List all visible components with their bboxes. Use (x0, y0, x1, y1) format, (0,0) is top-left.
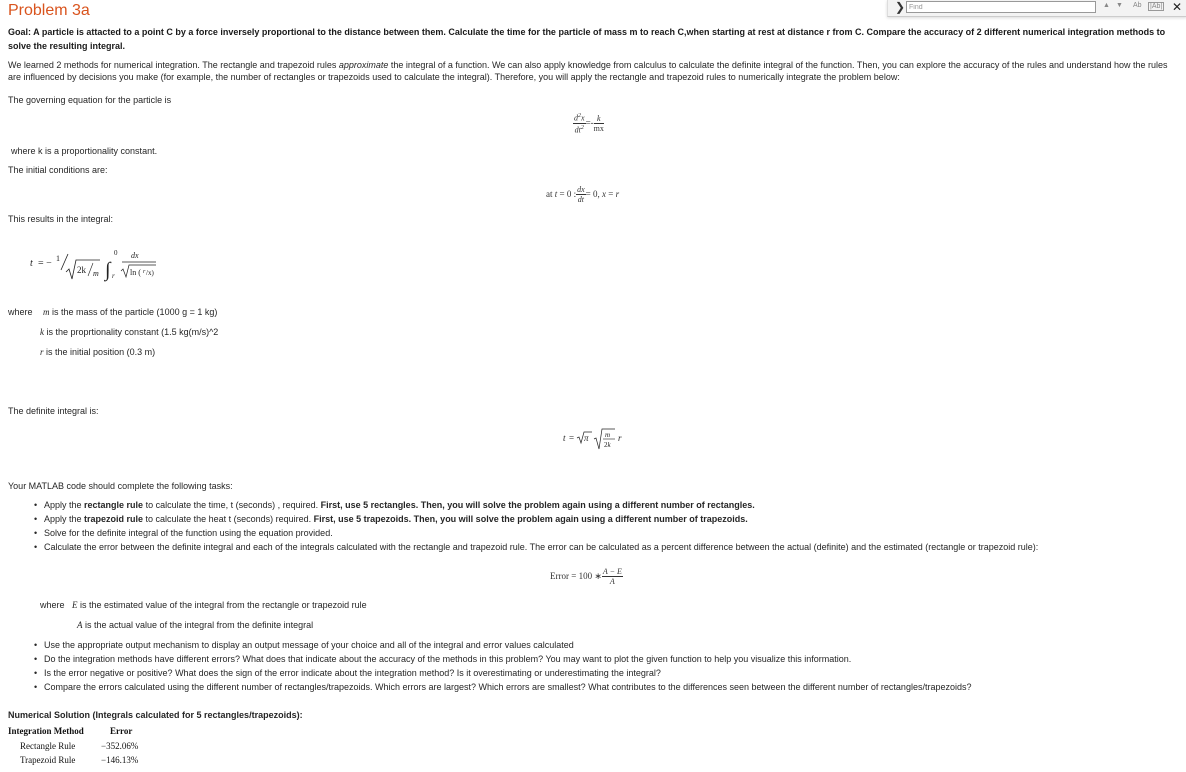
find-input[interactable] (906, 1, 1096, 13)
list-item: • Solve for the definite integral of the function using the equation provided. (44, 526, 1186, 540)
table-cell: −352.06% (101, 741, 139, 751)
svg-text:/x): /x) (146, 269, 154, 277)
svg-text:∫: ∫ (105, 259, 111, 281)
error-where-row: where E is the estimated value of the integral from the rectangle or trapezoid rule (40, 600, 367, 610)
var-row (40, 346, 1186, 358)
definite-label: The definite integral is: (8, 406, 99, 416)
svg-text:r: r (143, 269, 146, 275)
solution-label: Numerical Solution (Integrals calculated for 5 rectangles/trapezoids): (8, 710, 303, 720)
var-text: is the mass of the particle (1000 g = 1 kg) (52, 307, 218, 317)
chevron-right-icon[interactable]: ❯ (895, 0, 906, 14)
intro-part1: We learned 2 methods for numerical integration. The rectangle and trapezoid rules (8, 60, 339, 70)
integral-label: This results in the integral: (8, 214, 114, 224)
svg-text:=: = (569, 433, 575, 443)
list-item: • Calculate the error between the definite integral and each of the integrals calculated with the rectangle and trapezoid rule. The error can be calculated as a percent difference between the actual (definite) and the estimated (rectangle or trapezoid rule): (44, 540, 1186, 554)
initial-label: The initial conditions are: (8, 165, 108, 175)
svg-text:r: r (618, 433, 622, 443)
svg-text:r: r (112, 272, 115, 280)
list-item: • Is the error negative or positive? What does the sign of the error indicate about the integration method? Is it overestimating or underestimating the integral? (44, 666, 1186, 680)
svg-text:dx: dx (131, 251, 139, 260)
definite-integral-equation (563, 427, 633, 453)
table-cell: Rectangle Rule (20, 741, 76, 751)
integral-equation (30, 246, 170, 288)
var-symbol: m (43, 307, 50, 317)
svg-text:2k: 2k (77, 265, 86, 275)
intro-part2: the integral of a function. We can also apply knowledge from calculus to calculate the definite integral of the function. Then, you can explore the accuracy of the rules and understand how the rules are influenced by decisions you make (for example, the number of rectangles or trapezoids used to calculate the integral). Therefore, you will apply the rectangle and trapezoid rules to numerically integrate the problem below: (8, 60, 1168, 82)
list-item: • Apply the trapezoid rule to calculate the heat t (seconds) required. First, use 5 trapezoids. Then, you will solve the problem again using a different number of trapezoids. (44, 512, 1186, 526)
var-symbol: k (40, 327, 44, 337)
page-title: Problem 3a (8, 2, 90, 19)
list-item: • Do the integration methods have different errors? What does that indicate about the accuracy of the methods in this problem? You may want to plot the given function to help you visualize this information. (44, 652, 1186, 666)
where-label: where (8, 307, 33, 317)
var-text: is the proprtionality constant (1.5 kg(m/s)^2 (46, 327, 219, 337)
var-symbol: r (40, 347, 44, 357)
svg-text:1: 1 (56, 254, 60, 263)
initial-conditions-equation: at t = 0 : $\frac{dx}{dt}$ = 0, x = r (546, 185, 620, 204)
svg-text:π: π (584, 433, 589, 443)
table-cell: −146.13% (101, 755, 139, 765)
task-list-2 (30, 638, 1186, 694)
var-row (40, 326, 1186, 338)
svg-text:m: m (93, 269, 99, 278)
matlab-label: Your MATLAB code should complete the following tasks: (8, 481, 233, 491)
intro-emphasis: approximate (338, 60, 389, 70)
var-row (43, 306, 1186, 318)
goal-text: Goal: A particle is attacted to a point C by a force inversely proportional to the distance between them. Calculate the time for the particle of mass m to reach C,when starting at rest at distance r from C. Compare the accuracy of 2 different numerical integration methods to solve the resulting integral. (8, 27, 1166, 51)
table-header: Integration Method (8, 726, 84, 736)
close-icon[interactable]: ✕ (1172, 0, 1183, 14)
svg-text:= −: = − (38, 258, 52, 269)
svg-text:t: t (563, 433, 566, 443)
task-list (30, 498, 1186, 554)
svg-text:m: m (605, 431, 611, 439)
error-where-row: A is the actual value of the integral from the definite integral (77, 620, 314, 630)
list-item: • Apply the rectangle rule to calculate the time, t (seconds) , required. First, use 5 rectangles. Then, you will solve the problem again using a different number of rectangles. (44, 498, 1186, 512)
table-cell: Trapezoid Rule (20, 755, 76, 765)
find-bar (887, 0, 1186, 17)
whole-word-button[interactable]: |Ab| (1150, 3, 1163, 10)
triangle-up-icon[interactable]: ▲ (1103, 2, 1110, 9)
table-header: Error (110, 726, 133, 736)
governing-equation: $\frac{d^2x}{dt^2}$ =- $\frac{k}{mx}$ (574, 113, 604, 135)
triangle-down-icon[interactable]: ▼ (1116, 2, 1123, 9)
list-item: • Use the appropriate output mechanism to display an output message of your choice and all of the integral and error values calculated (44, 638, 1186, 652)
svg-text:2k: 2k (604, 441, 611, 449)
error-equation: Error = 100 ∗ $\frac{A - E}{A}$ (550, 567, 622, 586)
var-text: is the initial position (0.3 m) (46, 347, 156, 357)
governing-label: The governing equation for the particle is (8, 95, 172, 105)
svg-text:ln (: ln ( (130, 268, 141, 277)
k-note: where k is a proportionality constant. (11, 146, 158, 156)
svg-text:0: 0 (114, 249, 118, 257)
list-item: • Compare the errors calculated using the different number of rectangles/trapezoids. Which errors are largest? Which errors are smallest? What contributes to the differences seen between the different number of rectangles/trapezoids? (44, 680, 1186, 694)
intro-paragraph (8, 59, 1168, 83)
match-case-button[interactable]: Ab (1133, 2, 1142, 9)
svg-text:t: t (30, 258, 33, 269)
